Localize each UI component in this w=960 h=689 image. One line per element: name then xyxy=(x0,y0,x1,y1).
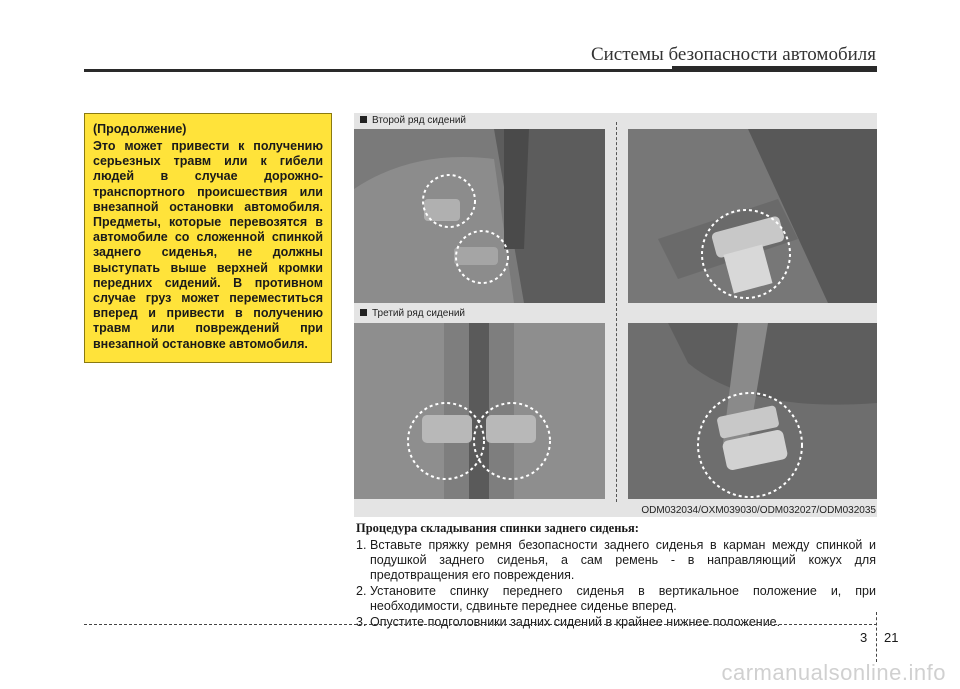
photo-third-row-seat xyxy=(354,323,605,499)
procedure-step: 2. Установите спинку переднего сиденья в вертикальное положение и, при необходимости, сдвиньте переднее сиденье вперед. xyxy=(356,584,876,613)
footer-rule xyxy=(84,624,877,625)
label-third-row: Третий ряд сидений xyxy=(360,308,465,319)
procedure-steps xyxy=(356,538,876,631)
header-rule-accent xyxy=(672,66,877,71)
square-bullet-icon xyxy=(360,116,367,123)
caution-text: Это может привести к получению серьезных травм или к гибели людей в случае дорожно-транспортного происшествия или внезапной остановки автомобиля. Предметы, которые перевозятся в автомобиле со сложенной спинкой заднего сиденья, не должны выступать выше верхней кромки передних сидений. В противном случае груз может переместиться вперед и привести в получению травм или повреждений при внезапной остановке автомобиля. xyxy=(93,139,323,351)
figure-divider xyxy=(616,122,617,502)
caution-title: (Продолжение) xyxy=(93,122,187,136)
procedure-heading: Процедура складывания спинки заднего сиденья: xyxy=(356,521,639,535)
page-title: Системы безопасности автомобиля xyxy=(590,44,876,65)
photo-second-row-seat xyxy=(354,129,605,303)
figure-code: ODM032034/OXM039030/ODM032027/ODM032035 xyxy=(641,505,876,516)
page-number: 21 xyxy=(884,630,899,645)
caution-box xyxy=(84,113,332,363)
watermark: carmanualsonline.info xyxy=(721,660,946,685)
photo-belt-buckle-bottom xyxy=(628,323,877,499)
chapter-number: 3 xyxy=(860,630,868,645)
square-bullet-icon xyxy=(360,309,367,316)
procedure-step: 3. Опустите подголовники задних сидений в крайнее нижнее положение. xyxy=(356,615,781,629)
photo-belt-buckle-top xyxy=(628,129,877,303)
footer-divider xyxy=(876,612,877,662)
procedure-step: 1. Вставьте пряжку ремня безопасности заднего сиденья в карман между спинкой и подушкой заднего сиденья, а сам ремень - в направляющий кожух для предотвращения его повреждения. xyxy=(356,538,876,582)
label-second-row: Второй ряд сидений xyxy=(360,115,466,126)
